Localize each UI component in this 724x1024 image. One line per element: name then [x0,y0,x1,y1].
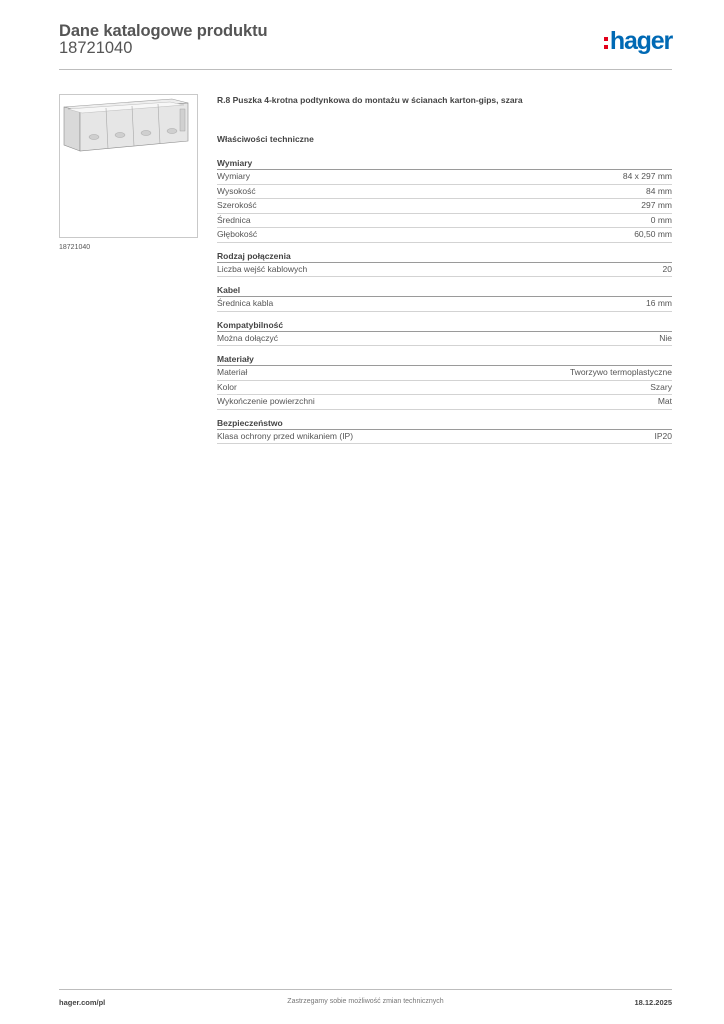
product-code: 18721040 [59,39,133,57]
property-row [217,185,672,200]
property-group [217,319,672,347]
page-title: Dane katalogowe produktu [59,22,268,40]
property-row [217,263,672,278]
footer-website-link[interactable]: hager.com/pl [59,998,106,1007]
hager-logo[interactable] [604,29,672,54]
property-label: Można dołączyć [217,332,278,343]
property-label: Klasa ochrony przed wnikaniem (IP) [217,430,354,441]
property-row [217,297,672,312]
property-row [217,214,672,229]
property-value: Tworzywo termoplastyczne [569,367,672,377]
property-groups [217,157,672,444]
property-label: Materiał [217,367,248,377]
property-value: 16 mm [646,298,672,308]
property-value: 297 mm [641,200,672,210]
property-label: Głębokość [217,229,258,239]
group-title: Kompatybilność [217,319,672,332]
group-title: Materiały [217,353,672,366]
property-row [217,366,672,381]
property-label: Wymiary [217,171,250,181]
page-header [59,20,672,70]
property-row [217,170,672,185]
group-title: Wymiary [217,157,672,170]
group-title: Rodzaj połączenia [217,250,672,263]
page-footer [59,989,672,1010]
property-value: 84 mm [646,185,672,196]
property-row [217,332,672,347]
property-label: Wysokość [217,185,256,196]
group-title: Bezpieczeństwo [217,417,672,430]
property-row [217,395,672,410]
footer-date: 18.12.2025 [634,998,672,1007]
property-label: Szerokość [217,200,257,210]
property-label: Liczba wejść kablowych [217,263,308,274]
product-name: R.8 Puszka 4-krotna podtynkowa do montażu w ścianach karton-gips, szara [217,95,523,105]
property-value: 20 [662,263,672,274]
image-caption: 18721040 [59,244,91,251]
property-row [217,430,672,445]
property-value: 0 mm [650,214,672,225]
property-row [217,228,672,243]
group-title: Kabel [217,284,672,297]
property-value: 60,50 mm [634,229,672,239]
property-group [217,417,672,445]
property-label: Średnica kabla [217,298,274,308]
property-value: Mat [657,396,672,406]
property-row [217,381,672,396]
property-row [217,199,672,214]
property-value: Nie [659,332,672,343]
properties-title: Właściwości techniczne [217,134,314,144]
property-label: Średnica [217,214,251,225]
product-details [217,95,672,451]
property-value: Szary [650,381,672,392]
property-group [217,250,672,278]
logo-dots-icon [604,35,608,52]
property-label: Kolor [217,381,237,392]
logo-text: hager [609,27,672,55]
property-label: Wykończenie powierzchni [217,396,315,406]
property-value: 84 x 297 mm [622,171,672,181]
footer-disclaimer: Zastrzegamy sobie możliwość zmian technicznych [287,998,444,1005]
product-image [59,94,198,238]
property-group [217,284,672,312]
property-value: IP20 [654,430,672,441]
junction-box-illustration [60,95,197,237]
property-group [217,353,672,410]
property-group [217,157,672,243]
